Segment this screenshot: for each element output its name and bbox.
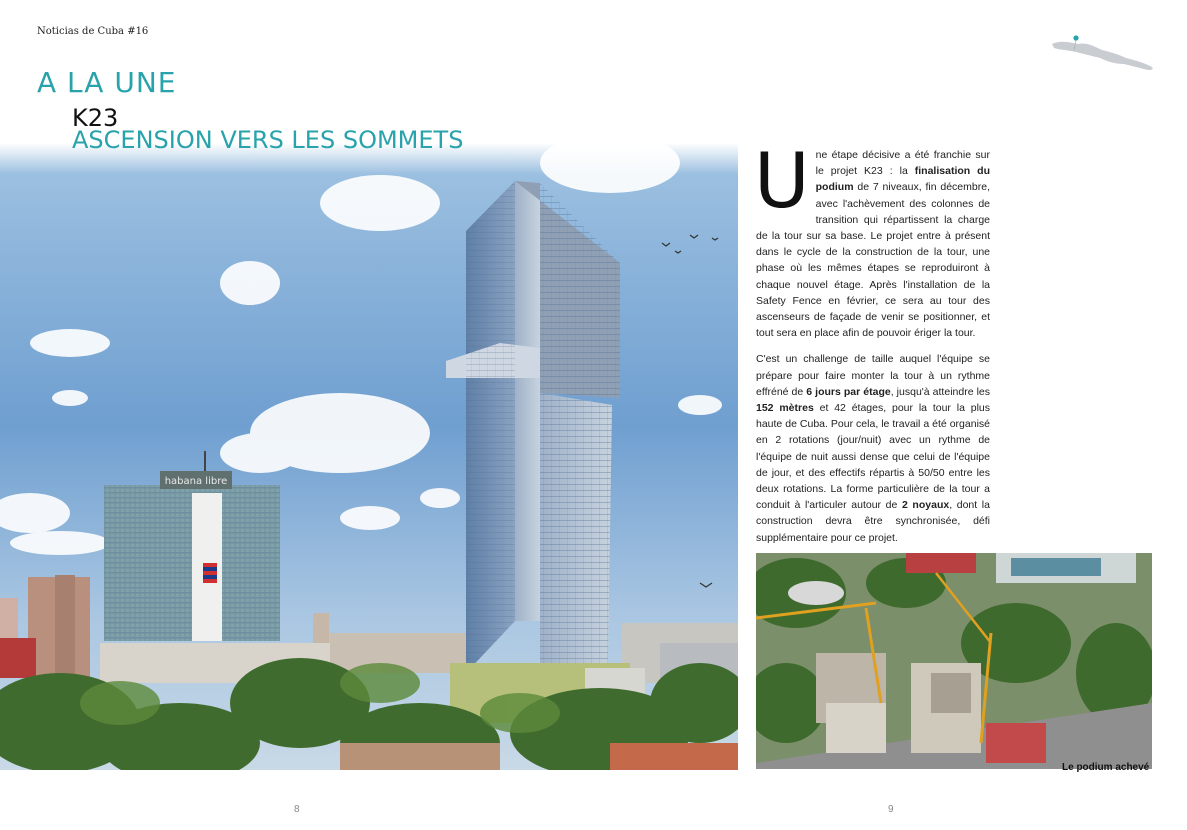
p2-bold-pace: 6 jours par étage — [806, 385, 891, 398]
hotel-sign: habana libre — [164, 476, 228, 487]
page-number-left: 8 — [294, 804, 300, 815]
cuba-map-icon — [1050, 30, 1156, 74]
p2-text-a: C'est un challenge de taille auquel l'équipe se prépare pour faire monter la tour à un rythme effréné de — [756, 353, 990, 398]
magazine-title: Noticias de Cuba #16 — [37, 26, 149, 37]
project-name: K23 — [72, 104, 119, 132]
p1-text-c: de 7 niveaux, fin décembre, avec l'achèvement des colonnes de transition qui répartissent la charge de la tour sur sa base. Le projet entre à présent dans le cycle de la construction de la tour, une phase où les mêmes étapes se reproduiront à chaque nouvel étage. Après l'installation de la Safety Fence en février, ce sera au tour des ascenseurs de façade de venir se positionner, et tout sera en place afin de pouvoir ériger la tour. — [756, 181, 990, 340]
article-subtitle: ASCENSION VERS LES SOMMETS — [72, 126, 464, 154]
dropcap: U — [754, 136, 810, 225]
photo-caption: Le podium achevé — [1062, 762, 1150, 773]
section-label: A LA UNE — [37, 66, 177, 99]
p1-bold: finalisation du podium — [815, 165, 990, 194]
article-body — [754, 136, 991, 556]
article-paragraph-2 — [756, 351, 990, 545]
p2-text-g: , dont la construction devra être synchronisée, défi supplémentaire pour ce projet. — [756, 499, 990, 544]
podium-aerial-photo — [756, 553, 1152, 769]
p2-bold-height: 152 mètres — [756, 402, 814, 415]
p2-text-e: et 42 étages, pour la tour la plus haute de Cuba. Pour cela, le travail a été organisé en 2 rotations (jour/nuit) avec un rythme de l'équipe de nuit aussi dense que celui de l'équipe de jour, et des effectifs répartis à 50/50 entre les deux rotations. La forme particulière de la tour a conduit à l'articuler autour de — [756, 402, 991, 512]
p1-text-a: ne étape décisive a été franchie sur le projet K23 : la — [815, 149, 990, 178]
p2-text-c: , jusqu'à atteindre les — [890, 385, 991, 398]
p2-bold-cores: 2 noyaux — [901, 499, 950, 512]
page-number-right: 9 — [888, 804, 894, 815]
article-paragraph-1 — [754, 136, 990, 341]
tower-rendering-image — [0, 143, 738, 770]
